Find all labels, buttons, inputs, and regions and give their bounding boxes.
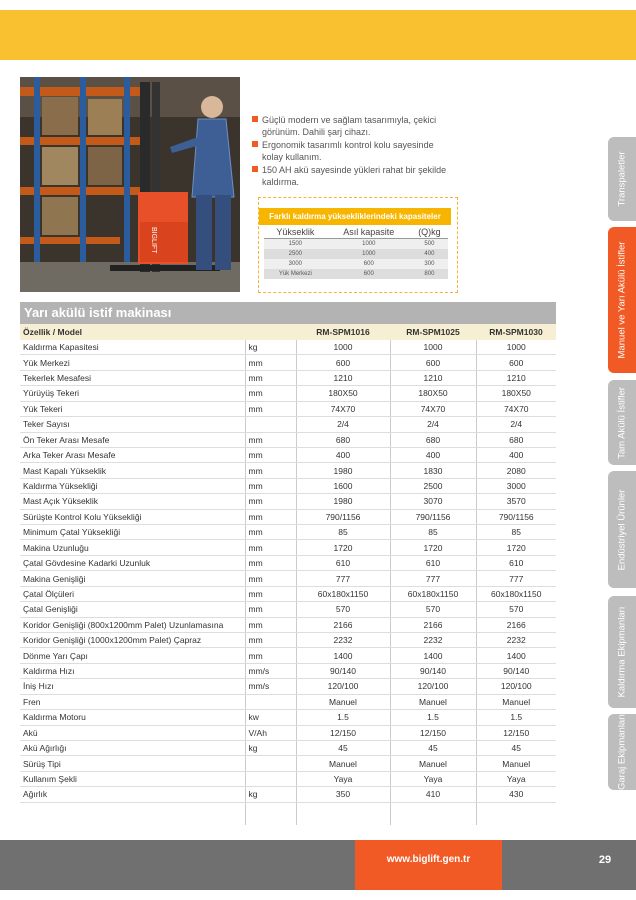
spec-label: Arka Teker Arası Mesafe — [20, 447, 245, 462]
spec-label: Makina Genişliği — [20, 571, 245, 586]
spec-unit: mm — [245, 478, 296, 493]
capacity-header: (Q)kg — [411, 226, 448, 239]
capacity-header: Asıl kapasite — [327, 226, 411, 239]
bullet-square-icon — [252, 166, 258, 172]
spec-value: Manuel — [476, 756, 556, 771]
capacity-cell: 800 — [411, 269, 448, 279]
spec-row — [20, 432, 556, 447]
capacity-cell: 600 — [327, 259, 411, 269]
spec-label: Fren — [20, 694, 245, 709]
spec-row — [20, 370, 556, 385]
spec-value: 12/150 — [390, 725, 476, 740]
spec-row — [20, 401, 556, 416]
spec-unit — [245, 771, 296, 786]
spec-unit: mm — [245, 648, 296, 663]
capacity-cell: Yük Merkezi — [264, 269, 327, 279]
spec-value: 1720 — [390, 540, 476, 555]
page-number: 29 — [598, 854, 612, 866]
spec-value: 3000 — [476, 478, 556, 493]
spec-value: 570 — [390, 602, 476, 617]
spec-label: Dönme Yarı Çapı — [20, 648, 245, 663]
spec-value: 120/100 — [390, 679, 476, 694]
spec-row — [20, 555, 556, 570]
spec-unit: kg — [245, 787, 296, 802]
spec-value: 85 — [390, 525, 476, 540]
spec-value: 2/4 — [476, 417, 556, 432]
spec-value: 1400 — [390, 648, 476, 663]
side-tab-2[interactable] — [608, 380, 636, 465]
spec-row — [20, 663, 556, 678]
spec-unit: mm — [245, 571, 296, 586]
spec-label: Ön Teker Arası Mesafe — [20, 432, 245, 447]
spec-value: 570 — [296, 602, 390, 617]
spec-value: 2166 — [476, 617, 556, 632]
bullet-square-icon — [252, 116, 258, 122]
spec-label: Ağırlık — [20, 787, 245, 802]
spec-value: 1000 — [296, 340, 390, 355]
spec-header-unit — [245, 324, 296, 340]
spec-value: 1400 — [476, 648, 556, 663]
spec-unit: mm — [245, 355, 296, 370]
spec-unit: mm — [245, 525, 296, 540]
spec-unit: mm — [245, 463, 296, 478]
side-tab-5[interactable] — [608, 714, 636, 790]
spec-row — [20, 340, 556, 355]
capacity-cell: 2500 — [264, 249, 327, 259]
footer-band — [0, 840, 636, 890]
spec-value: 120/100 — [476, 679, 556, 694]
spec-label: Yük Merkezi — [20, 355, 245, 370]
spec-label: Çatal Genişliği — [20, 602, 245, 617]
spec-value: 12/150 — [296, 725, 390, 740]
spec-value: 777 — [476, 571, 556, 586]
spec-value: 570 — [476, 602, 556, 617]
spec-unit: kg — [245, 340, 296, 355]
spec-row — [20, 633, 556, 648]
spec-header-feature: Özellik / Model — [20, 324, 245, 340]
capacity-cell: 1000 — [327, 249, 411, 259]
spec-value: 60x180x1150 — [390, 586, 476, 601]
spec-value: 1.5 — [476, 710, 556, 725]
spec-row — [20, 417, 556, 432]
spec-unit: mm — [245, 494, 296, 509]
spec-value: 1210 — [296, 370, 390, 385]
spec-unit: mm — [245, 617, 296, 632]
spec-value: 85 — [476, 525, 556, 540]
spec-label: Koridor Genişliği (800x1200mm Palet) Uzunlamasına — [20, 617, 245, 632]
spec-blank-cell — [20, 802, 245, 825]
spec-value: 430 — [476, 787, 556, 802]
spec-value: 600 — [390, 355, 476, 370]
capacity-cell: 600 — [327, 269, 411, 279]
spec-row — [20, 756, 556, 771]
capacity-cell: 3000 — [264, 259, 327, 269]
spec-label: Çatal Ölçüleri — [20, 586, 245, 601]
spec-value: 1000 — [390, 340, 476, 355]
spec-value: 74X70 — [296, 401, 390, 416]
spec-value: Manuel — [390, 756, 476, 771]
spec-value: 1000 — [476, 340, 556, 355]
spec-value: 2080 — [476, 463, 556, 478]
spec-unit: mm — [245, 370, 296, 385]
capacity-title: Farklı kaldırma yüksekliklerindeki kapasiteler — [259, 208, 451, 225]
spec-row — [20, 787, 556, 802]
spec-value: 400 — [476, 447, 556, 462]
spec-row — [20, 494, 556, 509]
spec-value: Yaya — [390, 771, 476, 786]
spec-row — [20, 586, 556, 601]
spec-value: 1.5 — [296, 710, 390, 725]
spec-unit — [245, 694, 296, 709]
side-tab-label: Garaj Ekipmanları — [616, 713, 628, 791]
spec-row — [20, 694, 556, 709]
spec-row — [20, 525, 556, 540]
spec-value: 610 — [476, 555, 556, 570]
spec-header-model: RM-SPM1016 — [296, 324, 390, 340]
spec-unit — [245, 417, 296, 432]
spec-row — [20, 710, 556, 725]
spec-value: Manuel — [296, 756, 390, 771]
spec-unit: mm — [245, 447, 296, 462]
spec-blank-cell — [296, 802, 390, 825]
spec-label: Akü Ağırlığı — [20, 740, 245, 755]
side-tab-3[interactable] — [608, 471, 636, 588]
spec-blank-row — [20, 802, 556, 825]
spec-value: 680 — [296, 432, 390, 447]
spec-value: 60x180x1150 — [296, 586, 390, 601]
spec-value: 680 — [476, 432, 556, 447]
spec-value: Manuel — [476, 694, 556, 709]
spec-label: Kaldırma Hızı — [20, 663, 245, 678]
spec-value: 74X70 — [476, 401, 556, 416]
spec-unit: mm — [245, 602, 296, 617]
spec-value: 1210 — [476, 370, 556, 385]
spec-value: 600 — [476, 355, 556, 370]
spec-blank-cell — [476, 802, 556, 825]
spec-label: Çatal Gövdesine Kadarki Uzunluk — [20, 555, 245, 570]
capacity-table — [264, 226, 448, 279]
spec-row — [20, 509, 556, 524]
bullet-square-icon — [252, 141, 258, 147]
spec-unit: mm — [245, 586, 296, 601]
spec-row — [20, 602, 556, 617]
spec-value: 90/140 — [390, 663, 476, 678]
spec-label: Sürüşte Kontrol Kolu Yüksekliği — [20, 509, 245, 524]
spec-unit: V/Ah — [245, 725, 296, 740]
spec-value: 400 — [390, 447, 476, 462]
spec-value: 350 — [296, 787, 390, 802]
spec-value: 45 — [296, 740, 390, 755]
spec-value: 1210 — [390, 370, 476, 385]
side-tab-label: Endüstriyel Ürünler — [616, 489, 628, 570]
feature-item: 150 AH akü sayesinde yükleri rahat bir şekilde kaldırma. — [252, 164, 452, 188]
side-tab-1[interactable] — [608, 227, 636, 373]
spec-value: Manuel — [296, 694, 390, 709]
spec-unit: mm/s — [245, 679, 296, 694]
spec-value: 74X70 — [390, 401, 476, 416]
side-tab-label: Manuel ve Yarı Akülü İstifler — [616, 241, 628, 359]
spec-unit: kg — [245, 740, 296, 755]
spec-table — [20, 324, 556, 825]
spec-label: Kullanım Şekli — [20, 771, 245, 786]
spec-value: 410 — [390, 787, 476, 802]
spec-header-model: RM-SPM1030 — [476, 324, 556, 340]
spec-label: Minimum Çatal Yüksekliği — [20, 525, 245, 540]
spec-row — [20, 571, 556, 586]
spec-value: 1720 — [476, 540, 556, 555]
spec-value: 3570 — [476, 494, 556, 509]
footer-url-link[interactable]: www.biglift.gen.tr — [355, 840, 502, 890]
photo-logo-text: BIGLIFT — [150, 227, 157, 254]
spec-value: 2500 — [390, 478, 476, 493]
spec-label: Sürüş Tipi — [20, 756, 245, 771]
feature-list — [252, 114, 452, 189]
header-band — [0, 10, 636, 60]
spec-label: Kaldırma Motoru — [20, 710, 245, 725]
spec-value: 3070 — [390, 494, 476, 509]
capacity-cell: 500 — [411, 239, 448, 250]
spec-blank-cell — [390, 802, 476, 825]
feature-item: Güçlü modern ve sağlam tasarımıyla, çekici görünüm. Dahili şarj cihazı. — [252, 114, 452, 138]
spec-value: 2/4 — [390, 417, 476, 432]
spec-value: 180X50 — [296, 386, 390, 401]
spec-blank-cell — [245, 802, 296, 825]
spec-unit: mm — [245, 633, 296, 648]
spec-value: Yaya — [296, 771, 390, 786]
spec-value: 610 — [390, 555, 476, 570]
spec-value: 790/1156 — [390, 509, 476, 524]
spec-value: 777 — [296, 571, 390, 586]
spec-unit: kw — [245, 710, 296, 725]
spec-unit — [245, 756, 296, 771]
spec-row — [20, 355, 556, 370]
spec-value: 2232 — [390, 633, 476, 648]
spec-value: 1980 — [296, 494, 390, 509]
feature-item: Ergonomik tasarımlı kontrol kolu sayesinde kolay kullanım. — [252, 139, 452, 163]
spec-value: 120/100 — [296, 679, 390, 694]
spec-value: 45 — [476, 740, 556, 755]
side-tab-label: Tam Akülü İstifler — [616, 386, 628, 459]
spec-value: 2232 — [476, 633, 556, 648]
spec-unit: mm — [245, 432, 296, 447]
spec-row — [20, 771, 556, 786]
capacity-cell: 300 — [411, 259, 448, 269]
spec-label: Yürüyüş Tekeri — [20, 386, 245, 401]
spec-value: Yaya — [476, 771, 556, 786]
spec-row — [20, 648, 556, 663]
section-title: Yarı akülü istif makinası — [20, 302, 556, 324]
capacity-row — [264, 269, 448, 279]
spec-unit: mm — [245, 386, 296, 401]
spec-label: Makina Uzunluğu — [20, 540, 245, 555]
spec-value: 90/140 — [296, 663, 390, 678]
spec-value: 400 — [296, 447, 390, 462]
spec-header-model: RM-SPM1025 — [390, 324, 476, 340]
spec-value: 2166 — [390, 617, 476, 632]
capacity-cell: 1000 — [327, 239, 411, 250]
spec-row — [20, 463, 556, 478]
spec-value: 1.5 — [390, 710, 476, 725]
spec-row — [20, 540, 556, 555]
spec-label: Mast Açık Yükseklik — [20, 494, 245, 509]
spec-row — [20, 617, 556, 632]
spec-label: Tekerlek Mesafesi — [20, 370, 245, 385]
spec-value: 60x180x1150 — [476, 586, 556, 601]
spec-value: 180X50 — [476, 386, 556, 401]
spec-label: Koridor Genişliği (1000x1200mm Palet) Çapraz — [20, 633, 245, 648]
spec-value: 12/150 — [476, 725, 556, 740]
capacity-header: Yükseklik — [264, 226, 327, 239]
spec-label: Mast Kapalı Yükseklik — [20, 463, 245, 478]
spec-label: İniş Hızı — [20, 679, 245, 694]
capacity-cell: 400 — [411, 249, 448, 259]
spec-row — [20, 740, 556, 755]
spec-value: 2/4 — [296, 417, 390, 432]
spec-value: 1830 — [390, 463, 476, 478]
spec-row — [20, 725, 556, 740]
spec-value: 45 — [390, 740, 476, 755]
spec-label: Teker Sayısı — [20, 417, 245, 432]
spec-value: 790/1156 — [296, 509, 390, 524]
spec-value: 1720 — [296, 540, 390, 555]
spec-row — [20, 447, 556, 462]
spec-unit: mm — [245, 540, 296, 555]
spec-value: 680 — [390, 432, 476, 447]
spec-row — [20, 679, 556, 694]
capacity-row — [264, 239, 448, 250]
capacity-row — [264, 249, 448, 259]
spec-value: 90/140 — [476, 663, 556, 678]
spec-value: 85 — [296, 525, 390, 540]
product-photo — [20, 77, 240, 292]
spec-value: 600 — [296, 355, 390, 370]
capacity-cell: 1500 — [264, 239, 327, 250]
side-tab-label: Transpaletler — [616, 151, 628, 207]
spec-value: 1600 — [296, 478, 390, 493]
spec-row — [20, 386, 556, 401]
spec-unit: mm — [245, 509, 296, 524]
spec-value: 610 — [296, 555, 390, 570]
side-tab-4[interactable] — [608, 596, 636, 708]
side-tab-label: Kaldırma Ekipmanları — [616, 606, 628, 698]
spec-unit: mm — [245, 555, 296, 570]
side-tab-0[interactable] — [608, 137, 636, 221]
spec-unit: mm/s — [245, 663, 296, 678]
spec-value: 2166 — [296, 617, 390, 632]
spec-label: Yük Tekeri — [20, 401, 245, 416]
capacity-row — [264, 259, 448, 269]
spec-label: Kaldırma Yüksekliği — [20, 478, 245, 493]
spec-label: Kaldırma Kapasitesi — [20, 340, 245, 355]
spec-row — [20, 478, 556, 493]
spec-value: 777 — [390, 571, 476, 586]
spec-value: 1400 — [296, 648, 390, 663]
spec-value: 790/1156 — [476, 509, 556, 524]
spec-value: Manuel — [390, 694, 476, 709]
spec-value: 1980 — [296, 463, 390, 478]
spec-value: 180X50 — [390, 386, 476, 401]
spec-label: Akü — [20, 725, 245, 740]
spec-unit: mm — [245, 401, 296, 416]
spec-value: 2232 — [296, 633, 390, 648]
